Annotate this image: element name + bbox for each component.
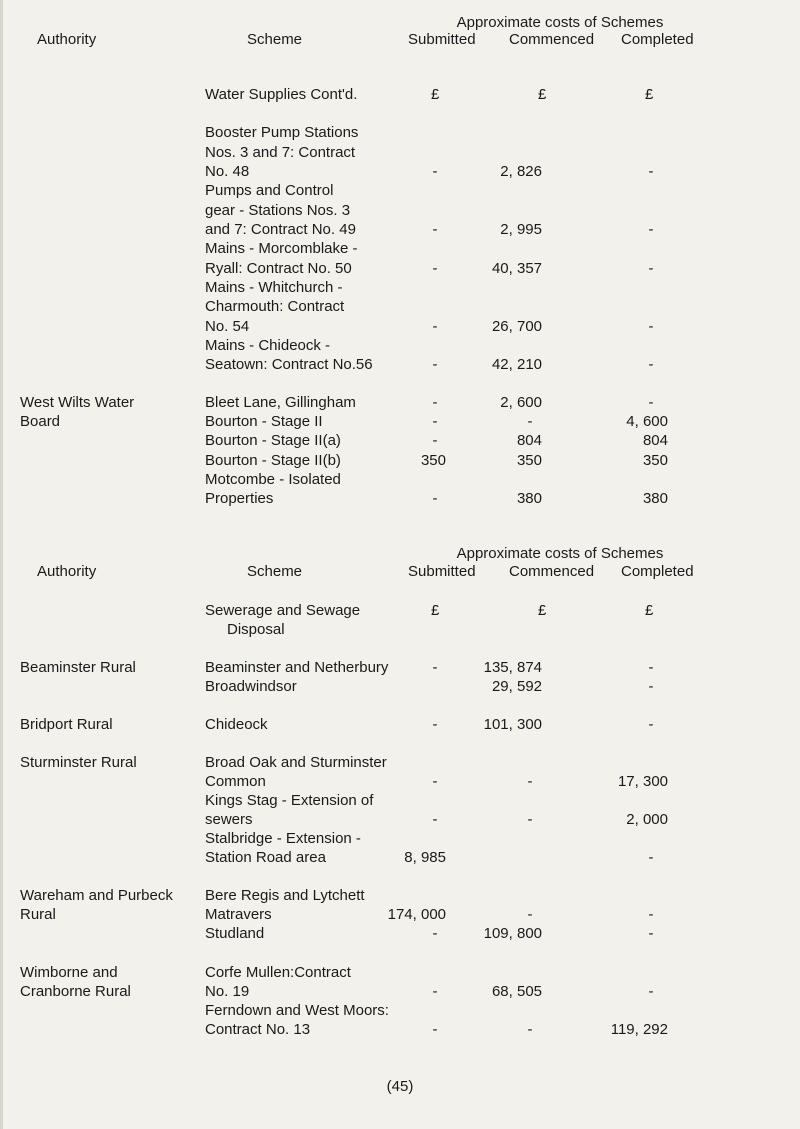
- scheme-line: Beaminster and Netherbury: [205, 659, 389, 676]
- submitted-value: -: [432, 394, 438, 411]
- submitted-value: 8, 985: [404, 849, 446, 866]
- commenced-value: 109, 800: [483, 925, 542, 942]
- completed-value: -: [648, 983, 654, 1000]
- authority-name: West Wilts Water: [20, 394, 135, 411]
- page-edge: [0, 0, 3, 1129]
- scheme-line: Broadwindsor: [205, 678, 297, 695]
- submitted-value: -: [432, 356, 438, 373]
- commenced-value: 40, 357: [491, 260, 542, 277]
- completed-value: 4, 600: [626, 413, 668, 430]
- submitted-value: -: [432, 716, 438, 733]
- col-commenced-1: Commenced: [509, 31, 595, 48]
- completed-value: 350: [642, 452, 668, 469]
- scheme-line: Kings Stag - Extension of: [205, 792, 374, 809]
- completed-value: -: [648, 678, 654, 695]
- scheme-line: Charmouth: Contract: [205, 298, 345, 315]
- commenced-value: 26, 700: [491, 318, 542, 335]
- section-title-sewerage: Disposal: [227, 621, 285, 638]
- col-submitted-1: Submitted: [408, 31, 476, 48]
- completed-value: -: [648, 716, 654, 733]
- submitted-value: 174, 000: [387, 906, 446, 923]
- scheme-line: Bourton - Stage II: [205, 413, 323, 430]
- authority-name: Cranborne Rural: [20, 983, 131, 1000]
- col-completed-1: Completed: [621, 31, 694, 48]
- scheme-line: Station Road area: [205, 849, 326, 866]
- scheme-line: Chideock: [205, 716, 268, 733]
- scheme-line: Ferndown and West Moors:: [205, 1002, 389, 1019]
- commenced-value: 2, 600: [500, 394, 542, 411]
- commenced-value: 42, 210: [491, 356, 542, 373]
- currency-submitted-1: £: [431, 86, 440, 103]
- completed-value: 380: [642, 490, 668, 507]
- submitted-value: -: [432, 432, 438, 449]
- completed-value: -: [648, 659, 654, 676]
- submitted-value: -: [432, 811, 438, 828]
- scheme-line: sewers: [205, 811, 253, 828]
- scheme-line: Mains - Whitchurch -: [205, 279, 343, 296]
- page-number: (45): [386, 1078, 414, 1095]
- commenced-value: 101, 300: [483, 716, 542, 733]
- completed-value: -: [648, 260, 654, 277]
- scheme-line: Motcombe - Isolated: [205, 471, 341, 488]
- commenced-value: -: [527, 1021, 533, 1038]
- completed-value: 17, 300: [617, 773, 668, 790]
- commenced-value: -: [527, 773, 533, 790]
- authority-name: Beaminster Rural: [20, 659, 136, 676]
- submitted-value: -: [432, 1021, 438, 1038]
- commenced-value: 135, 874: [483, 659, 542, 676]
- submitted-value: 350: [420, 452, 446, 469]
- col-commenced-2: Commenced: [509, 563, 595, 580]
- commenced-value: 2, 826: [500, 163, 542, 180]
- scheme-line: Bourton - Stage II(a): [205, 432, 341, 449]
- authority-name: Wimborne and: [20, 964, 118, 981]
- scheme-line: Mains - Morcomblake -: [205, 240, 358, 257]
- scheme-line: Properties: [205, 490, 274, 507]
- section-title-sewerage: Sewerage and Sewage: [205, 602, 361, 619]
- submitted-value: -: [432, 413, 438, 430]
- section-title-water: Water Supplies Cont'd.: [205, 86, 358, 103]
- completed-value: 119, 292: [610, 1021, 668, 1038]
- scheme-line: gear - Stations Nos. 3: [205, 202, 351, 219]
- authority-name: Sturminster Rural: [20, 754, 137, 771]
- completed-value: 2, 000: [626, 811, 668, 828]
- authority-name: Rural: [20, 906, 56, 923]
- completed-value: -: [648, 394, 654, 411]
- scheme-line: Broad Oak and Sturminster: [205, 754, 387, 771]
- currency-completed-1: £: [645, 86, 654, 103]
- currency-submitted-2: £: [431, 602, 440, 619]
- col-authority-1: Authority: [37, 31, 97, 48]
- scheme-line: and 7: Contract No. 49: [205, 221, 356, 238]
- col-authority-2: Authority: [37, 563, 97, 580]
- submitted-value: -: [432, 221, 438, 238]
- submitted-value: -: [432, 925, 438, 942]
- scheme-line: No. 19: [205, 983, 250, 1000]
- scheme-line: Seatown: Contract No.56: [205, 356, 373, 373]
- commenced-value: 29, 592: [491, 678, 542, 695]
- completed-value: -: [648, 849, 654, 866]
- scheme-line: Bourton - Stage II(b): [205, 452, 341, 469]
- completed-value: -: [648, 925, 654, 942]
- submitted-value: -: [432, 163, 438, 180]
- commenced-value: -: [527, 906, 533, 923]
- scheme-line: Bere Regis and Lytchett: [205, 887, 365, 904]
- scheme-line: Pumps and Control: [205, 182, 334, 199]
- currency-commenced-2: £: [538, 602, 547, 619]
- scheme-line: Corfe Mullen:Contract: [205, 964, 351, 981]
- commenced-value: -: [527, 413, 533, 430]
- costs-title-1: Approximate costs of Schemes: [456, 14, 664, 31]
- scheme-line: Common: [205, 773, 266, 790]
- col-scheme-2: Scheme: [247, 563, 303, 580]
- completed-value: -: [648, 163, 654, 180]
- currency-commenced-1: £: [538, 86, 547, 103]
- submitted-value: -: [432, 659, 438, 676]
- scheme-line: Studland: [205, 925, 265, 942]
- scheme-line: Ryall: Contract No. 50: [205, 260, 352, 277]
- completed-value: 804: [642, 432, 668, 449]
- authority-name: Board: [20, 413, 61, 430]
- col-submitted-2: Submitted: [408, 563, 476, 580]
- col-scheme-1: Scheme: [247, 31, 303, 48]
- authority-name: Wareham and Purbeck: [20, 887, 173, 904]
- completed-value: -: [648, 318, 654, 335]
- scheme-line: Contract No. 13: [205, 1021, 311, 1038]
- scheme-line: Stalbridge - Extension -: [205, 830, 361, 847]
- costs-title-2: Approximate costs of Schemes: [456, 545, 664, 562]
- commenced-value: 68, 505: [491, 983, 542, 1000]
- scheme-line: No. 54: [205, 318, 250, 335]
- completed-value: -: [648, 356, 654, 373]
- submitted-value: -: [432, 490, 438, 507]
- submitted-value: -: [432, 983, 438, 1000]
- authority-name: Bridport Rural: [20, 716, 113, 733]
- commenced-value: 804: [516, 432, 542, 449]
- currency-completed-2: £: [645, 602, 654, 619]
- completed-value: -: [648, 906, 654, 923]
- submitted-value: -: [432, 318, 438, 335]
- commenced-value: 350: [516, 452, 542, 469]
- scheme-line: No. 48: [205, 163, 250, 180]
- scheme-line: Matravers: [205, 906, 272, 923]
- scheme-line: Mains - Chideock -: [205, 337, 331, 354]
- scheme-line: Bleet Lane, Gillingham: [205, 394, 356, 411]
- scheme-line: Booster Pump Stations: [205, 124, 359, 141]
- scheme-line: Nos. 3 and 7: Contract: [205, 144, 356, 161]
- col-completed-2: Completed: [621, 563, 694, 580]
- submitted-value: -: [432, 260, 438, 277]
- commenced-value: 380: [516, 490, 542, 507]
- submitted-value: -: [432, 773, 438, 790]
- completed-value: -: [648, 221, 654, 238]
- commenced-value: 2, 995: [500, 221, 542, 238]
- commenced-value: -: [527, 811, 533, 828]
